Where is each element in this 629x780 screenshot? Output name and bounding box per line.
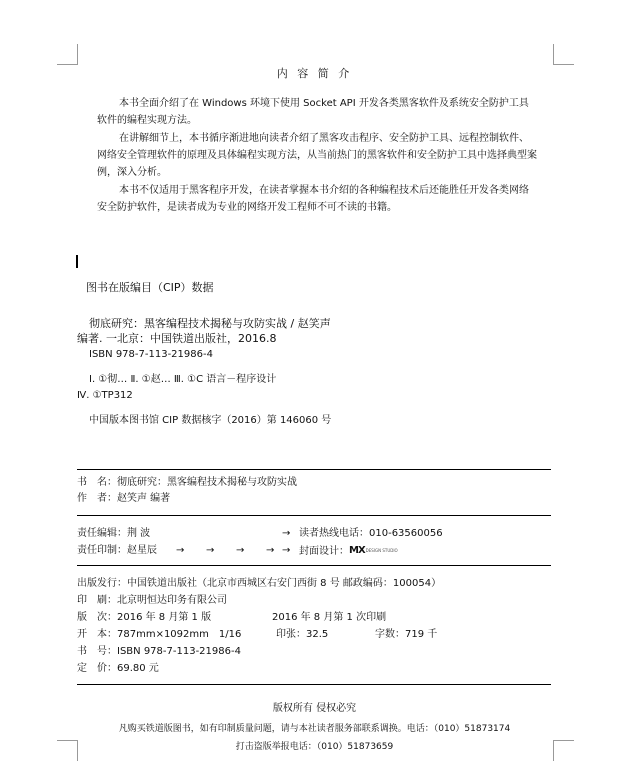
word-count-info: 字数：719 千 (375, 629, 438, 640)
cip-title-line: 彻底研究：黑客编程技术揭秘与攻防实战 / 赵笑声 (89, 317, 331, 330)
mx-logo: MX (349, 545, 365, 556)
divider-line-1 (77, 469, 551, 470)
mx-logo-sub: DESIGN STUDIO (365, 548, 398, 553)
book-author-label: 作 者： (77, 493, 117, 504)
copyright-notice: 版权所有 侵权必究 (272, 703, 357, 714)
edition-info: 版 次：2016 年 8 月第 1 版 (77, 612, 212, 623)
arrow-icon: → (176, 545, 185, 556)
cip-isbn: ISBN 978-7-113-21986-4 (89, 349, 213, 360)
format-info: 开 本：787mm×1092mm 1/16 (77, 629, 242, 640)
book-author-row (77, 493, 170, 505)
book-author-value: 赵笑声 编著 (117, 493, 171, 504)
price-info: 定 价：69.80 元 (77, 663, 159, 674)
arrow-icon: → (236, 545, 245, 556)
crop-mark-top-right (553, 44, 574, 65)
cip-heading: 图书在版编目（CIP）数据 (86, 281, 214, 294)
cover-design-row (299, 545, 398, 558)
cover-design-label: 封面设计： (299, 546, 349, 557)
text-cursor (76, 255, 78, 268)
cip-record-number: 中国版本图书馆 CIP 数据核字（2016）第 146060 号 (89, 415, 332, 426)
arrow-icon: → (282, 528, 291, 539)
responsible-editor: 责任编辑：荆 波 (77, 528, 151, 539)
publisher-info: 出版发行：中国铁道出版社（北京市西城区右安门西街 8 号 邮政编码：100054） (77, 578, 442, 589)
reader-hotline: 读者热线电话：010-63560056 (299, 528, 443, 539)
cip-classification-2: Ⅳ. ①TP312 (77, 390, 133, 401)
arrow-icon: → (206, 545, 215, 556)
divider-line-4 (77, 684, 551, 685)
responsible-printing: 责任印制：赵星辰 (77, 545, 157, 556)
quality-notice: 凡购买铁道版图书，如有印制质量问题，请与本社读者服务部联系调换。电话：（010）51873174 (118, 724, 511, 734)
summary-title: 内 容 简 介 (276, 67, 353, 80)
book-isbn: 书 号：ISBN 978-7-113-21986-4 (77, 646, 241, 657)
cip-classification-1: Ⅰ. ①彻… Ⅱ. ①赵… Ⅲ. ①C 语言－程序设计 (89, 374, 277, 385)
divider-line-2 (77, 515, 551, 516)
sheets-info: 印张：32.5 (276, 629, 329, 640)
summary-paragraph-2: 在讲解细节上，本书循序渐进地向读者介绍了黑客攻击程序、安全防护工具、远程控制软件、网络安全管理软件的原理及具体编程实现方法，从当前热门的黑客软件和安全防护工具中选择典型案例，深入分析。 (97, 133, 537, 178)
printer-info: 印 刷：北京明恒达印务有限公司 (77, 595, 227, 606)
cip-publisher-line: 编著. 一北京：中国铁道出版社，2016.8 (77, 332, 277, 345)
arrow-icon: → (266, 545, 275, 556)
arrow-icon: → (282, 545, 291, 556)
book-title-row (77, 477, 297, 489)
crop-mark-top-left (57, 44, 78, 65)
summary-paragraph-3: 本书不仅适用于黑客程序开发，在读者掌握本书介绍的各种编程技术后还能胜任开发各类网络安全防护软件，是读者成为专业的网络开发工程师不可不读的书籍。 (97, 185, 529, 213)
anti-piracy-hotline: 打击盗版举报电话：（010）51873659 (235, 742, 394, 752)
printing-info: 2016 年 8 月第 1 次印刷 (272, 612, 387, 623)
summary-paragraph-1: 本书全面介绍了在 Windows 环境下使用 Socket API 开发各类黑客软件及系统安全防护工具软件的编程实现方法。 (97, 98, 529, 126)
book-title-value: 彻底研究：黑客编程技术揭秘与攻防实战 (117, 477, 297, 488)
book-title-label: 书 名： (77, 477, 117, 488)
divider-line-3 (77, 565, 551, 566)
